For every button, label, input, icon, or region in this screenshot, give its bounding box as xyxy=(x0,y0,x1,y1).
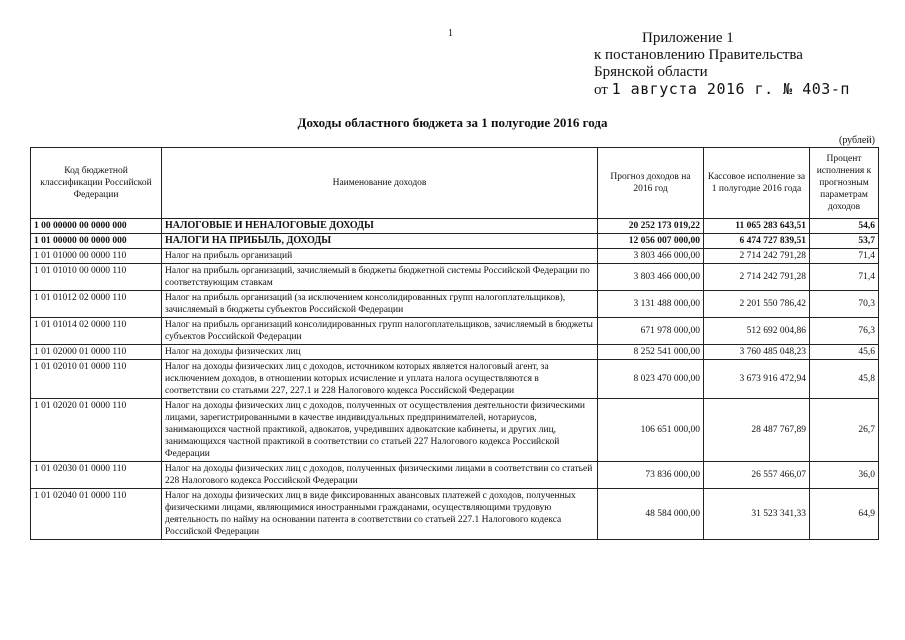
table-row xyxy=(31,234,879,249)
cell-forecast: 3 803 466 000,00 xyxy=(598,249,704,264)
cell-actual: 3 673 916 472,94 xyxy=(704,360,810,399)
cell-code: 1 01 02040 01 0000 110 xyxy=(31,489,162,540)
table-row xyxy=(31,360,879,399)
table-row xyxy=(31,219,879,234)
cell-code: 1 01 02000 01 0000 110 xyxy=(31,345,162,360)
appendix-block xyxy=(594,30,850,99)
cell-actual: 2 714 242 791,28 xyxy=(704,264,810,291)
cell-actual: 31 523 341,33 xyxy=(704,489,810,540)
cell-percent: 70,3 xyxy=(810,291,879,318)
cell-code: 1 01 02030 01 0000 110 xyxy=(31,462,162,489)
table-row xyxy=(31,249,879,264)
appendix-date-value: 1 августа 2016 г. № 403-п xyxy=(611,80,850,98)
cell-percent: 76,3 xyxy=(810,318,879,345)
cell-forecast: 8 252 541 000,00 xyxy=(598,345,704,360)
appendix-line-3: Брянской области xyxy=(594,64,708,80)
cell-forecast: 48 584 000,00 xyxy=(598,489,704,540)
header-code: Код бюджетной классификации Российской Федерации xyxy=(31,148,162,219)
cell-name: Налог на доходы физических лиц в виде фиксированных авансовых платежей с доходов, полученных физическими лицами, являющимися иностранными гражданами, осуществляющими трудовую деятельность по найму на основании патента в соответствии со статьей 227.1 Налогового кодекса Российской Федерации xyxy=(162,489,598,540)
cell-code: 1 01 01010 00 0000 110 xyxy=(31,264,162,291)
cell-code: 1 00 00000 00 0000 000 xyxy=(31,219,162,234)
cell-code: 1 01 01000 00 0000 110 xyxy=(31,249,162,264)
appendix-line-1: Приложение 1 xyxy=(642,30,734,46)
appendix-line-2: к постановлению Правительства xyxy=(594,47,803,63)
cell-percent: 45,6 xyxy=(810,345,879,360)
cell-name: Налог на прибыль организаций xyxy=(162,249,598,264)
cell-percent: 71,4 xyxy=(810,264,879,291)
cell-name: Налог на прибыль организаций (за исключением консолидированных групп налогоплательщиков), зачисляемый в бюджеты субъектов Российской Федерации xyxy=(162,291,598,318)
cell-percent: 54,6 xyxy=(810,219,879,234)
cell-actual: 3 760 485 048,23 xyxy=(704,345,810,360)
cell-actual: 2 714 242 791,28 xyxy=(704,249,810,264)
table-row xyxy=(31,264,879,291)
cell-code: 1 01 01014 02 0000 110 xyxy=(31,318,162,345)
cell-forecast: 671 978 000,00 xyxy=(598,318,704,345)
table-row xyxy=(31,462,879,489)
cell-percent: 45,8 xyxy=(810,360,879,399)
cell-actual: 6 474 727 839,51 xyxy=(704,234,810,249)
cell-code: 1 01 01012 02 0000 110 xyxy=(31,291,162,318)
table-header-row xyxy=(31,148,879,219)
revenue-table xyxy=(30,147,879,540)
cell-name: Налог на прибыль организаций, зачисляемый в бюджеты бюджетной системы Российской Федерации по соответствующим ставкам xyxy=(162,264,598,291)
header-actual: Кассовое исполнение за 1 полугодие 2016 года xyxy=(704,148,810,219)
cell-name: НАЛОГИ НА ПРИБЫЛЬ, ДОХОДЫ xyxy=(162,234,598,249)
cell-name: Налог на доходы физических лиц с доходов, полученных от осуществления деятельности физическими лицами, зарегистрированными в качестве индивидуальных предпринимателей, нотариусов, занимающихся частной практикой, адвокатов, учредивших адвокатские кабинеты, и других лиц, занимающихся частной практикой в соответствии со статьей 227 Налогового кодекса Российской Федерации xyxy=(162,399,598,462)
table-row xyxy=(31,291,879,318)
document-title: Доходы областного бюджета за 1 полугодие 2016 года xyxy=(297,115,608,130)
cell-percent: 36,0 xyxy=(810,462,879,489)
appendix-date-line xyxy=(594,81,850,99)
cell-forecast: 12 056 007 000,00 xyxy=(598,234,704,249)
cell-forecast: 73 836 000,00 xyxy=(598,462,704,489)
appendix-date-prefix: от xyxy=(594,82,608,98)
header-name: Наименование доходов xyxy=(162,148,598,219)
cell-forecast: 3 803 466 000,00 xyxy=(598,264,704,291)
cell-code: 1 01 00000 00 0000 000 xyxy=(31,234,162,249)
cell-forecast: 106 651 000,00 xyxy=(598,399,704,462)
cell-code: 1 01 02020 01 0000 110 xyxy=(31,399,162,462)
page-number: 1 xyxy=(448,28,453,39)
cell-name: Налог на доходы физических лиц xyxy=(162,345,598,360)
table-row xyxy=(31,399,879,462)
cell-actual: 512 692 004,86 xyxy=(704,318,810,345)
cell-name: Налог на доходы физических лиц с доходов, полученных физическими лицами в соответствии со статьей 228 Налогового кодекса Российской Федерации xyxy=(162,462,598,489)
cell-percent: 64,9 xyxy=(810,489,879,540)
cell-percent: 71,4 xyxy=(810,249,879,264)
cell-name: Налог на прибыль организаций консолидированных групп налогоплательщиков, зачисляемый в бюджеты субъектов Российской Федерации xyxy=(162,318,598,345)
header-forecast: Прогноз доходов на 2016 год xyxy=(598,148,704,219)
table-row xyxy=(31,489,879,540)
table-row xyxy=(31,345,879,360)
cell-name: НАЛОГОВЫЕ И НЕНАЛОГОВЫЕ ДОХОДЫ xyxy=(162,219,598,234)
cell-actual: 26 557 466,07 xyxy=(704,462,810,489)
cell-actual: 2 201 550 786,42 xyxy=(704,291,810,318)
cell-actual: 28 487 767,89 xyxy=(704,399,810,462)
cell-forecast: 20 252 173 019,22 xyxy=(598,219,704,234)
table-row xyxy=(31,318,879,345)
unit-label: (рублей) xyxy=(838,135,875,146)
cell-forecast: 8 023 470 000,00 xyxy=(598,360,704,399)
header-percent: Процент исполнения к прогнозным параметрам доходов xyxy=(810,148,879,219)
cell-code: 1 01 02010 01 0000 110 xyxy=(31,360,162,399)
cell-percent: 26,7 xyxy=(810,399,879,462)
cell-forecast: 3 131 488 000,00 xyxy=(598,291,704,318)
cell-percent: 53,7 xyxy=(810,234,879,249)
cell-name: Налог на доходы физических лиц с доходов, источником которых является налоговый агент, за исключением доходов, в отношении которых исчисление и уплата налога осуществляются в соответствии со статьями 227, 227.1 и 228 Налогового кодекса Российской Федерации xyxy=(162,360,598,399)
cell-actual: 11 065 283 643,51 xyxy=(704,219,810,234)
